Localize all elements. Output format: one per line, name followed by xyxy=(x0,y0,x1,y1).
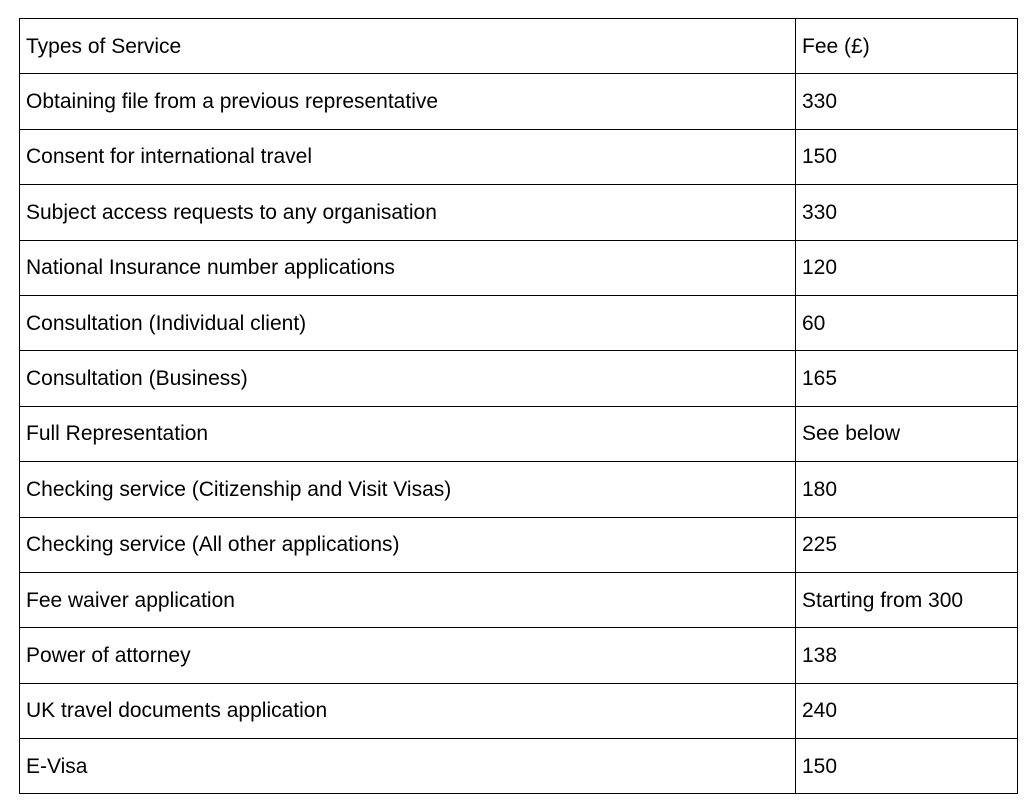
fee-cell: See below xyxy=(796,406,1018,461)
service-cell: UK travel documents application xyxy=(20,683,796,738)
table-row xyxy=(20,739,1018,794)
table-row xyxy=(20,74,1018,129)
fee-cell: 225 xyxy=(796,517,1018,572)
table-row xyxy=(20,240,1018,295)
service-cell: National Insurance number applications xyxy=(20,240,796,295)
service-cell: Full Representation xyxy=(20,406,796,461)
table-header-row xyxy=(20,19,1018,74)
table-row xyxy=(20,683,1018,738)
fee-cell: 120 xyxy=(796,240,1018,295)
fee-cell: 60 xyxy=(796,295,1018,350)
service-cell: Consultation (Business) xyxy=(20,351,796,406)
fee-cell: 180 xyxy=(796,462,1018,517)
table-row xyxy=(20,406,1018,461)
table-row xyxy=(20,129,1018,184)
table-row xyxy=(20,295,1018,350)
fee-cell: 330 xyxy=(796,74,1018,129)
fee-table xyxy=(19,18,1018,794)
fee-cell: 150 xyxy=(796,739,1018,794)
table-row xyxy=(20,628,1018,683)
table-row xyxy=(20,462,1018,517)
fee-cell: 330 xyxy=(796,185,1018,240)
table-row xyxy=(20,351,1018,406)
service-cell: E-Visa xyxy=(20,739,796,794)
fee-cell: 240 xyxy=(796,683,1018,738)
service-cell: Subject access requests to any organisation xyxy=(20,185,796,240)
service-cell: Consent for international travel xyxy=(20,129,796,184)
service-cell: Consultation (Individual client) xyxy=(20,295,796,350)
table-row xyxy=(20,185,1018,240)
service-cell: Checking service (All other applications) xyxy=(20,517,796,572)
service-cell: Checking service (Citizenship and Visit Visas) xyxy=(20,462,796,517)
service-cell: Power of attorney xyxy=(20,628,796,683)
fee-cell: 150 xyxy=(796,129,1018,184)
service-cell: Obtaining file from a previous representative xyxy=(20,74,796,129)
service-cell: Fee waiver application xyxy=(20,572,796,627)
fee-cell: 138 xyxy=(796,628,1018,683)
table-row xyxy=(20,517,1018,572)
header-service: Types of Service xyxy=(20,19,796,74)
table-row xyxy=(20,572,1018,627)
header-fee: Fee (£) xyxy=(796,19,1018,74)
fee-cell: 165 xyxy=(796,351,1018,406)
fee-cell: Starting from 300 xyxy=(796,572,1018,627)
